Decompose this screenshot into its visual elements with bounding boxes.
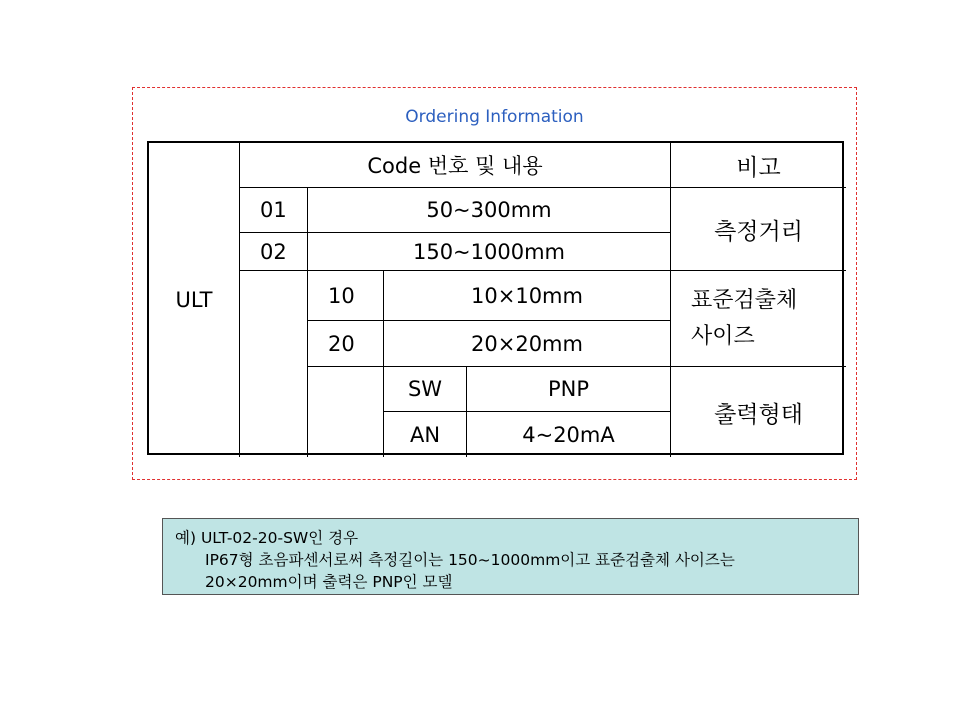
- empty-spacer-cell-2: [308, 367, 384, 457]
- ordering-table: [147, 141, 844, 455]
- distance-code-01: 01: [240, 188, 308, 233]
- distance-value-01: 50~300mm: [308, 188, 671, 233]
- header-code-cell: Code 번호 및 내용: [240, 143, 671, 188]
- target-value-20: 20×20mm: [384, 321, 671, 367]
- target-value-10: 10×10mm: [384, 271, 671, 321]
- target-remark-cell: 표준검출체 사이즈: [671, 271, 846, 367]
- example-note-line-2: IP67형 초음파센서로써 측정길이는 150~1000mm이고 표준검출체 사이즈는: [205, 551, 735, 569]
- model-cell: ULT: [149, 143, 240, 457]
- example-note-line-3: 20×20mm이며 출력은 PNP인 모델: [205, 573, 453, 591]
- target-code-10: 10: [308, 271, 384, 321]
- target-code-20: 20: [308, 321, 384, 367]
- empty-spacer-cell: [240, 271, 308, 457]
- example-note-line-1: 예) ULT-02-20-SW인 경우: [175, 529, 359, 547]
- distance-remark-cell: 측정거리: [671, 188, 846, 271]
- output-code-sw: SW: [384, 367, 467, 412]
- example-note: [162, 518, 859, 595]
- output-remark-cell: 출력형태: [714, 401, 803, 428]
- output-code-an: AN: [384, 412, 467, 457]
- output-value-4-20ma: 4~20mA: [467, 412, 671, 457]
- distance-value-02: 150~1000mm: [308, 233, 671, 271]
- output-value-pnp: PNP: [467, 367, 671, 412]
- distance-code-02: 02: [240, 233, 308, 271]
- ordering-info-title: Ordering Information: [405, 107, 584, 127]
- header-remark-cell: 비고: [671, 143, 846, 188]
